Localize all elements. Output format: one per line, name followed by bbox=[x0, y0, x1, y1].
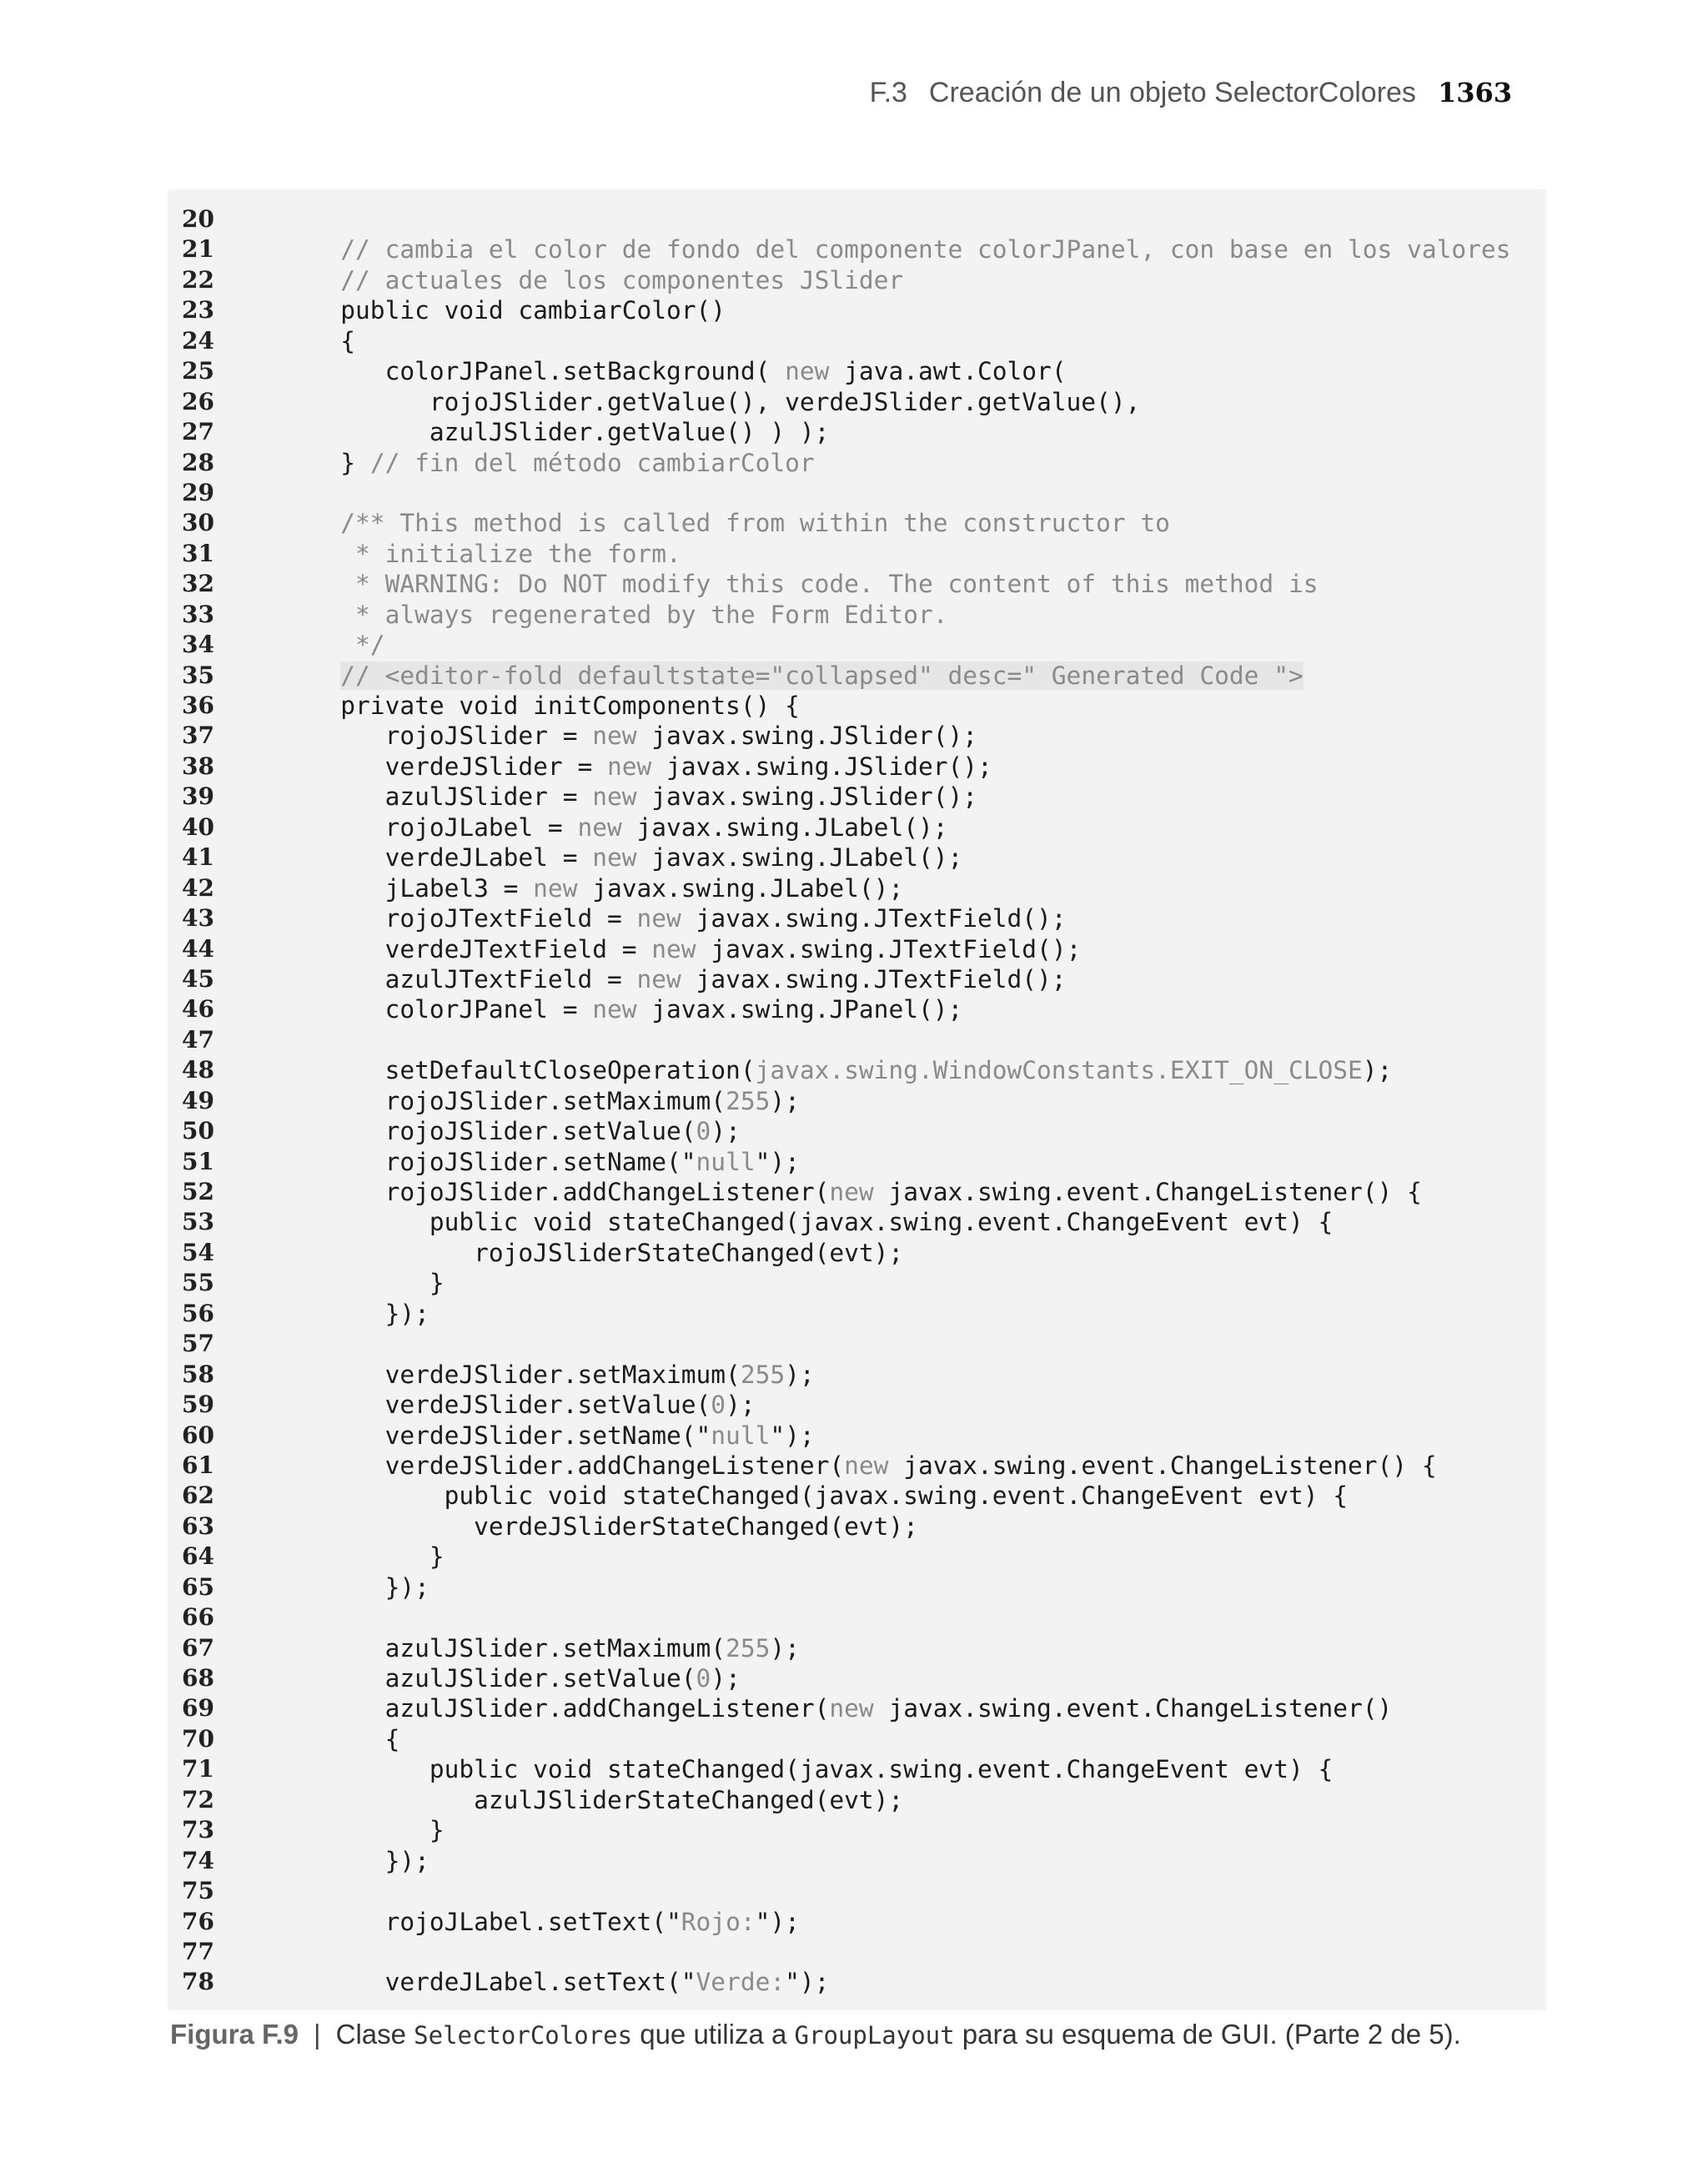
line-number: 59 bbox=[182, 1391, 214, 1419]
code-line bbox=[168, 1907, 1546, 1937]
code-text: rojoJSlider.setMaximum(255); bbox=[296, 1086, 800, 1115]
line-number: 74 bbox=[182, 1846, 214, 1874]
code-line bbox=[168, 569, 1546, 599]
line-number: 36 bbox=[182, 692, 214, 719]
code-text: verdeJSlider.setValue(0); bbox=[296, 1391, 756, 1420]
code-line bbox=[168, 1967, 1546, 1997]
code-listing bbox=[168, 189, 1546, 2010]
line-number: 78 bbox=[182, 1968, 214, 1996]
code-text: verdeJSlider.addChangeListener(new javax.swing.event.ChangeListener() { bbox=[296, 1451, 1437, 1480]
code-line bbox=[168, 1846, 1546, 1876]
line-number: 75 bbox=[182, 1877, 214, 1905]
code-line bbox=[168, 691, 1546, 721]
code-line bbox=[168, 1481, 1546, 1511]
code-line bbox=[168, 1055, 1546, 1085]
figure-label: Figura F.9 bbox=[170, 2019, 299, 2050]
line-number: 24 bbox=[182, 326, 214, 355]
line-number: 35 bbox=[182, 661, 214, 689]
code-line bbox=[168, 903, 1546, 933]
code-text: verdeJSliderStateChanged(evt); bbox=[296, 1512, 918, 1541]
line-number: 76 bbox=[182, 1907, 214, 1935]
code-line bbox=[168, 1542, 1546, 1572]
caption-class-name: SelectorColores bbox=[414, 2021, 633, 2050]
caption-text-2: que utiliza a bbox=[632, 2019, 795, 2050]
line-number: 39 bbox=[182, 782, 214, 811]
line-number: 26 bbox=[182, 387, 214, 415]
code-line bbox=[168, 1724, 1546, 1754]
line-number: 23 bbox=[182, 296, 214, 324]
code-text: azulJSlider = new javax.swing.JSlider(); bbox=[296, 782, 978, 812]
code-text: public void stateChanged(javax.swing.event.ChangeEvent evt) { bbox=[296, 1208, 1334, 1237]
code-text: } bbox=[296, 1816, 445, 1845]
line-number: 53 bbox=[182, 1208, 214, 1236]
section-title: Creación de un objeto SelectorColores bbox=[928, 77, 1416, 108]
line-number: 63 bbox=[182, 1512, 214, 1540]
code-line bbox=[168, 508, 1546, 538]
code-text: // actuales de los componentes JSlider bbox=[340, 265, 904, 294]
line-number: 43 bbox=[182, 904, 214, 933]
code-text: { bbox=[296, 326, 356, 355]
line-number: 30 bbox=[182, 509, 214, 537]
line-number: 37 bbox=[182, 722, 214, 750]
code-line bbox=[168, 721, 1546, 751]
code-text: { bbox=[296, 1724, 400, 1753]
code-line bbox=[168, 326, 1546, 356]
code-line bbox=[168, 1177, 1546, 1207]
code-text: verdeJSlider.setName("null"); bbox=[296, 1421, 815, 1450]
code-text: }); bbox=[296, 1572, 430, 1602]
code-line bbox=[168, 204, 1546, 234]
code-text: verdeJSlider = new javax.swing.JSlider(); bbox=[296, 752, 992, 781]
code-text: verdeJSlider.setMaximum(255); bbox=[296, 1360, 815, 1389]
code-text: rojoJSlider.getValue(), verdeJSlider.getValue(), bbox=[296, 387, 1141, 416]
code-line bbox=[168, 1572, 1546, 1602]
line-number: 66 bbox=[182, 1603, 214, 1632]
line-number: 57 bbox=[182, 1330, 214, 1358]
code-line bbox=[168, 417, 1546, 447]
code-text: rojoJSliderStateChanged(evt); bbox=[296, 1238, 904, 1267]
line-number: 71 bbox=[182, 1755, 214, 1783]
line-number: 20 bbox=[182, 205, 214, 233]
code-line bbox=[168, 1421, 1546, 1451]
line-number: 42 bbox=[182, 873, 214, 902]
code-text: verdeJLabel = new javax.swing.JLabel(); bbox=[296, 843, 963, 873]
line-number: 47 bbox=[182, 1025, 214, 1054]
line-number: 28 bbox=[182, 448, 214, 476]
code-text: * always regenerated by the Form Editor. bbox=[296, 600, 948, 629]
code-line bbox=[168, 478, 1546, 508]
code-line bbox=[168, 295, 1546, 325]
code-text: rojoJLabel.setText("Rojo:"); bbox=[296, 1907, 800, 1936]
line-number: 65 bbox=[182, 1572, 214, 1601]
code-text: azulJTextField = new javax.swing.JTextField(); bbox=[296, 964, 1067, 993]
code-text: verdeJTextField = new javax.swing.JTextField(); bbox=[296, 934, 1082, 963]
code-line bbox=[168, 1693, 1546, 1723]
line-number: 72 bbox=[182, 1785, 214, 1813]
code-line bbox=[168, 1360, 1546, 1390]
line-number: 68 bbox=[182, 1664, 214, 1692]
line-number: 54 bbox=[182, 1238, 214, 1266]
code-text: verdeJLabel.setText("Verde:"); bbox=[296, 1968, 830, 1997]
code-line bbox=[168, 630, 1546, 660]
caption-text-3: para su esquema de GUI. (Parte 2 de 5). bbox=[954, 2019, 1461, 2050]
code-line bbox=[168, 1238, 1546, 1268]
line-number: 64 bbox=[182, 1542, 214, 1571]
line-number: 70 bbox=[182, 1724, 214, 1753]
code-line bbox=[168, 812, 1546, 843]
line-number: 31 bbox=[182, 539, 214, 567]
code-text: private void initComponents() { bbox=[296, 692, 800, 720]
code-line bbox=[168, 1754, 1546, 1784]
code-line bbox=[168, 661, 1546, 691]
code-text: azulJSliderStateChanged(evt); bbox=[296, 1785, 904, 1814]
line-number: 32 bbox=[182, 570, 214, 598]
code-line bbox=[168, 1785, 1546, 1815]
figure-caption bbox=[170, 2019, 1461, 2050]
code-text: public void stateChanged(javax.swing.event.ChangeEvent evt) { bbox=[296, 1481, 1348, 1511]
code-lines bbox=[168, 204, 1546, 1998]
code-line bbox=[168, 1937, 1546, 1967]
code-text: /** This method is called from within the constructor to bbox=[296, 509, 1170, 538]
line-number: 44 bbox=[182, 934, 214, 963]
code-text: colorJPanel.setBackground( new java.awt.Color( bbox=[296, 357, 1067, 386]
code-line bbox=[168, 265, 1546, 295]
line-number: 69 bbox=[182, 1694, 214, 1723]
line-number: 77 bbox=[182, 1937, 214, 1965]
code-text: rojoJSlider.setValue(0); bbox=[296, 1117, 741, 1146]
code-line bbox=[168, 387, 1546, 417]
line-number: 61 bbox=[182, 1451, 214, 1479]
code-line bbox=[168, 964, 1546, 994]
line-number: 51 bbox=[182, 1147, 214, 1175]
code-line bbox=[168, 1268, 1546, 1298]
caption-separator: | bbox=[314, 2019, 321, 2050]
line-number: 46 bbox=[182, 995, 214, 1024]
code-text: azulJSlider.setValue(0); bbox=[296, 1664, 741, 1693]
line-number: 48 bbox=[182, 1056, 214, 1084]
code-line bbox=[168, 1390, 1546, 1420]
code-line bbox=[168, 1602, 1546, 1632]
code-text: rojoJTextField = new javax.swing.JTextField(); bbox=[296, 904, 1067, 933]
line-number: 21 bbox=[182, 235, 214, 264]
page-number: 1363 bbox=[1437, 77, 1512, 108]
code-text: public void cambiarColor() bbox=[296, 296, 726, 325]
line-number: 41 bbox=[182, 843, 214, 872]
code-line bbox=[168, 1147, 1546, 1177]
code-line bbox=[168, 1512, 1546, 1542]
code-text: } bbox=[296, 1542, 445, 1572]
line-number: 52 bbox=[182, 1178, 214, 1205]
line-number: 50 bbox=[182, 1117, 214, 1145]
caption-layout-name: GroupLayout bbox=[794, 2021, 955, 2050]
code-text: rojoJSlider = new javax.swing.JSlider(); bbox=[296, 722, 978, 751]
code-line bbox=[168, 752, 1546, 782]
code-text: rojoJLabel = new javax.swing.JLabel(); bbox=[296, 812, 948, 842]
caption-text-1: Clase bbox=[335, 2019, 414, 2050]
code-text: rojoJSlider.setName("null"); bbox=[296, 1147, 800, 1176]
code-text: */ bbox=[296, 631, 385, 660]
code-text: azulJSlider.getValue() ) ); bbox=[296, 418, 830, 447]
code-line bbox=[168, 873, 1546, 903]
code-line bbox=[168, 934, 1546, 964]
code-text: } // fin del método cambiarColor bbox=[296, 448, 815, 477]
code-text: setDefaultCloseOperation(javax.swing.WindowConstants.EXIT_ON_CLOSE); bbox=[296, 1056, 1393, 1085]
code-text: } bbox=[296, 1269, 445, 1298]
code-line bbox=[168, 1025, 1546, 1055]
code-text: * WARNING: Do NOT modify this code. The content of this method is bbox=[296, 570, 1319, 599]
code-text: * initialize the form. bbox=[296, 539, 681, 568]
code-line bbox=[168, 843, 1546, 873]
line-number: 67 bbox=[182, 1633, 214, 1662]
line-number: 27 bbox=[182, 418, 214, 446]
code-line bbox=[168, 1086, 1546, 1116]
line-number: 29 bbox=[182, 478, 214, 506]
code-text: }); bbox=[296, 1299, 430, 1328]
running-header bbox=[870, 77, 1512, 109]
code-line bbox=[168, 1451, 1546, 1481]
line-number: 45 bbox=[182, 964, 214, 993]
code-line bbox=[168, 234, 1546, 264]
code-line bbox=[168, 1876, 1546, 1906]
code-line bbox=[168, 539, 1546, 569]
line-number: 73 bbox=[182, 1816, 214, 1844]
code-text: rojoJSlider.addChangeListener(new javax.swing.event.ChangeListener() { bbox=[296, 1178, 1422, 1206]
code-line bbox=[168, 1329, 1546, 1359]
line-number: 60 bbox=[182, 1421, 214, 1449]
line-number: 56 bbox=[182, 1299, 214, 1327]
code-line bbox=[168, 448, 1546, 478]
code-text: }); bbox=[296, 1846, 430, 1875]
code-line bbox=[168, 1207, 1546, 1237]
line-number: 62 bbox=[182, 1481, 214, 1510]
code-line bbox=[168, 600, 1546, 630]
code-line bbox=[168, 1116, 1546, 1146]
code-text: // <editor-fold defaultstate="collapsed" desc=" Generated Code "> bbox=[340, 661, 1304, 690]
code-text: // cambia el color de fondo del componente colorJPanel, con base en los valores bbox=[340, 235, 1511, 264]
line-number: 58 bbox=[182, 1360, 214, 1388]
code-text: colorJPanel = new javax.swing.JPanel(); bbox=[296, 995, 963, 1024]
line-number: 38 bbox=[182, 752, 214, 780]
code-text: jLabel3 = new javax.swing.JLabel(); bbox=[296, 873, 904, 903]
code-line bbox=[168, 1299, 1546, 1329]
code-line bbox=[168, 1663, 1546, 1693]
code-line bbox=[168, 1815, 1546, 1845]
line-number: 33 bbox=[182, 600, 214, 628]
code-line bbox=[168, 1633, 1546, 1663]
section-number: F.3 bbox=[869, 77, 907, 108]
line-number: 25 bbox=[182, 357, 214, 385]
line-number: 34 bbox=[182, 631, 214, 659]
line-number: 22 bbox=[182, 265, 214, 294]
code-text: public void stateChanged(javax.swing.event.ChangeEvent evt) { bbox=[296, 1755, 1334, 1784]
code-line bbox=[168, 782, 1546, 812]
code-line bbox=[168, 356, 1546, 386]
code-text: azulJSlider.addChangeListener(new javax.swing.event.ChangeListener() bbox=[296, 1694, 1393, 1723]
code-text: azulJSlider.setMaximum(255); bbox=[296, 1633, 800, 1662]
line-number: 49 bbox=[182, 1086, 214, 1114]
line-number: 55 bbox=[182, 1269, 214, 1297]
code-line bbox=[168, 994, 1546, 1024]
line-number: 40 bbox=[182, 812, 214, 841]
